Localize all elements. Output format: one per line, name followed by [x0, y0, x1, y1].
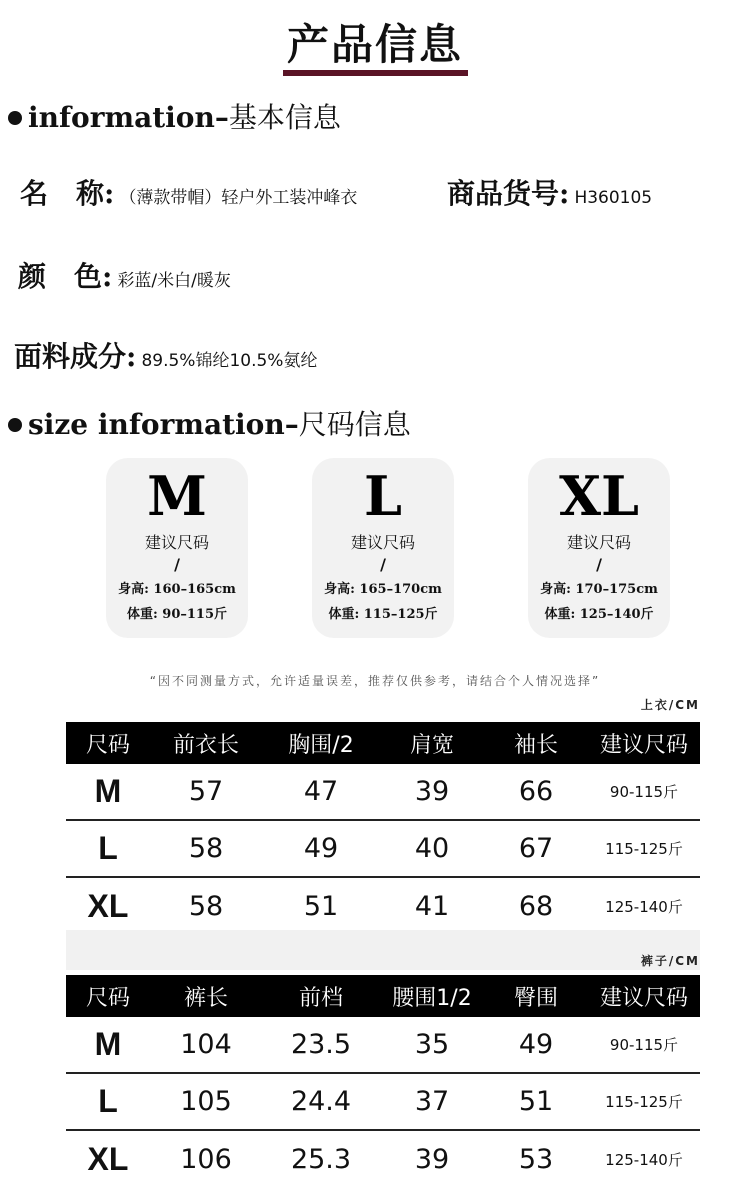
top-table-unit: 上衣/CM: [640, 698, 700, 712]
table-cell: 23.5: [290, 1029, 352, 1060]
table-cell: 35: [414, 1029, 450, 1060]
pants-size-table: [66, 975, 700, 1188]
table-cell: 67: [518, 833, 554, 864]
table-cell: 58: [188, 833, 224, 864]
table-header: [66, 722, 700, 764]
table-cell: L: [98, 830, 118, 866]
table-cell: 51: [303, 891, 339, 922]
table-divider: [66, 930, 700, 970]
header-cell: 建议尺码: [599, 732, 688, 758]
measurement-note: “因不同测量方式，允许适量误差，推荐仅供参考，请结合个人情况选择”: [149, 674, 601, 688]
size-card-suggest: 建议尺码: [566, 533, 631, 552]
page-title: 产品信息: [286, 20, 463, 69]
table-cell: 90-115斤: [609, 783, 679, 801]
header-cell: 裤长: [183, 985, 228, 1011]
pants-table-unit: 裤子/CM: [640, 954, 700, 968]
item-no-row: [447, 172, 652, 212]
table-cell: 125-140斤: [605, 898, 683, 916]
section-basic-info: [8, 96, 341, 136]
table-cell: XL: [87, 888, 129, 924]
size-card-slash: /: [596, 555, 602, 574]
table-row: [66, 821, 700, 878]
size-card-weight: 体重: 115–125斤: [328, 607, 438, 622]
section-basic-cn: 基本信息: [228, 101, 341, 134]
size-card-size: M: [147, 464, 207, 528]
bullet-icon: [8, 418, 22, 432]
size-card-height: 身高: 165–170cm: [324, 582, 442, 597]
name-row: [20, 172, 357, 212]
table-row: [66, 1131, 700, 1188]
table-cell: 40: [414, 833, 450, 864]
table-cell: M: [94, 1026, 122, 1062]
header-cell: 腰围1/2: [392, 985, 472, 1011]
table-cell: 24.4: [290, 1086, 352, 1117]
header-cell: 臀围: [513, 985, 558, 1011]
table-row: [66, 764, 700, 821]
size-card-size: XL: [559, 464, 639, 528]
size-card-suggest: 建议尺码: [350, 533, 415, 552]
table-row: [66, 878, 700, 935]
table-header: [66, 975, 700, 1017]
table-cell: 68: [518, 891, 554, 922]
section-size-en: size information–: [28, 408, 299, 441]
table-cell: 39: [414, 1144, 450, 1175]
size-card-l: [312, 458, 454, 638]
name-value: （薄款带帽）轻户外工装冲峰衣: [119, 188, 358, 208]
color-row: [18, 255, 231, 295]
table-cell: 106: [180, 1144, 232, 1175]
section-size-info: [8, 403, 411, 443]
table-row: [66, 1074, 700, 1131]
header-cell: 尺码: [85, 732, 130, 758]
table-cell: 125-140斤: [605, 1151, 683, 1169]
size-card-height: 身高: 170–175cm: [540, 582, 658, 597]
table-cell: 115-125斤: [605, 1093, 683, 1111]
table-cell: L: [98, 1083, 118, 1119]
table-cell: XL: [87, 1141, 129, 1177]
header-cell: 前衣长: [172, 732, 239, 758]
bullet-icon: [8, 111, 22, 125]
table-cell: 25.3: [290, 1144, 352, 1175]
header-cell: 建议尺码: [599, 985, 688, 1011]
table-cell: 53: [518, 1144, 554, 1175]
item-no-label: 商品货号:: [447, 177, 570, 210]
table-cell: 90-115斤: [609, 1036, 679, 1054]
table-cell: 37: [414, 1086, 450, 1117]
size-card-weight: 体重: 90–115斤: [126, 607, 228, 622]
size-card-size: L: [364, 464, 402, 528]
header-cell: 肩宽: [409, 732, 454, 758]
table-cell: 66: [518, 776, 554, 807]
size-card-xl: [528, 458, 670, 638]
table-row: [66, 1017, 700, 1074]
size-card-m: [106, 458, 248, 638]
fabric-value: 89.5%锦纶10.5%氨纶: [141, 351, 318, 371]
fabric-label: 面料成分:: [14, 340, 137, 373]
header-cell: 前档: [298, 985, 343, 1011]
table-cell: M: [94, 773, 122, 809]
table-cell: 41: [414, 891, 450, 922]
name-label: 名 称:: [20, 177, 115, 210]
table-cell: 49: [518, 1029, 554, 1060]
table-cell: 49: [303, 833, 339, 864]
size-card-suggest: 建议尺码: [144, 533, 209, 552]
color-value: 彩蓝/米白/暖灰: [117, 271, 231, 291]
section-basic-en: information–: [28, 101, 229, 134]
table-cell: 39: [414, 776, 450, 807]
size-card-weight: 体重: 125–140斤: [544, 607, 654, 622]
size-card-height: 身高: 160–165cm: [118, 582, 236, 597]
title-underline: [283, 70, 468, 76]
item-no-value: H360105: [574, 188, 653, 208]
header-cell: 胸围/2: [288, 732, 354, 758]
table-cell: 51: [518, 1086, 554, 1117]
top-size-table: [66, 722, 700, 935]
section-size-cn: 尺码信息: [298, 408, 411, 441]
header-cell: 尺码: [85, 985, 130, 1011]
fabric-row: [14, 335, 317, 375]
size-card-slash: /: [174, 555, 180, 574]
table-cell: 57: [188, 776, 224, 807]
table-cell: 115-125斤: [605, 840, 683, 858]
table-cell: 58: [188, 891, 224, 922]
table-cell: 105: [180, 1086, 232, 1117]
header-cell: 袖长: [513, 732, 558, 758]
color-label: 颜 色:: [18, 260, 113, 293]
size-card-slash: /: [380, 555, 386, 574]
table-cell: 104: [180, 1029, 232, 1060]
table-cell: 47: [303, 776, 339, 807]
